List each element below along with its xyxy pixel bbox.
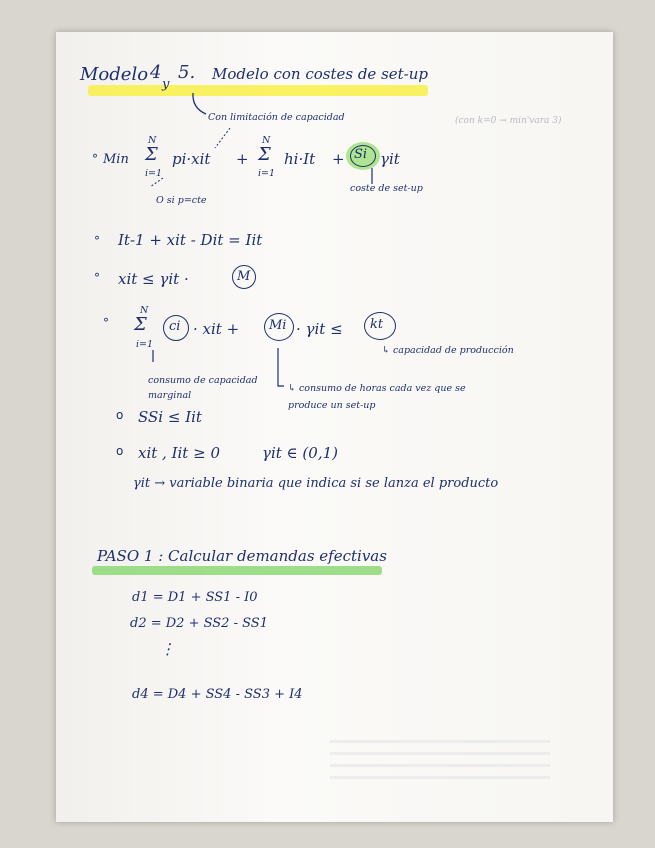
c3-kt: kt xyxy=(370,317,384,332)
objective-plus1: + xyxy=(236,150,249,168)
objective-si: Si xyxy=(354,147,368,162)
objective-term2: hi·It xyxy=(284,150,316,168)
title-name: Modelo con costes de set-up xyxy=(212,65,429,83)
c3-rest: · γit ≤ xyxy=(296,320,343,338)
objective-term1: pi·xit xyxy=(172,150,211,168)
c3-i: i=1 xyxy=(136,339,154,350)
objective-plus2: + xyxy=(332,150,345,168)
objective-term3: γit xyxy=(380,150,400,168)
paso1-highlight xyxy=(92,566,382,575)
objective-i1: i=1 xyxy=(145,168,163,179)
bullet-c5: o xyxy=(116,444,124,458)
objective-min: Min xyxy=(103,152,129,167)
note-zero-if-const: O si p=cte xyxy=(156,195,207,206)
constraint-4: SSi ≤ Iit xyxy=(138,408,202,426)
title-sub-y: y xyxy=(162,77,170,92)
paso1-heading: PASO 1 : Calcular demandas efectivas xyxy=(97,547,387,565)
constraint-5-right: γit ∈ (0,1) xyxy=(262,444,338,462)
note-capacity: Con limitación de capacidad xyxy=(208,112,345,123)
binary-variable-note: γit → variable binaria que indica si se lanza el producto xyxy=(133,476,499,491)
note-setup-cost: coste de set-up xyxy=(350,183,423,194)
title-num5: 5. xyxy=(178,62,196,83)
bullet-c1: ° xyxy=(94,234,100,248)
note-consumo-mi: ↳ consumo de horas cada vez que se produce un set-up xyxy=(288,383,466,411)
bullet-objective: ° xyxy=(92,152,98,166)
c3-sum: Σ xyxy=(134,314,147,335)
paso1-d2: d2 = D2 + SS2 - SS1 xyxy=(130,616,268,631)
objective-i2: i=1 xyxy=(258,168,276,179)
constraint-1: It-1 + xit - Dit = Iit xyxy=(118,231,263,249)
objective-sum1: Σ xyxy=(145,144,158,165)
c3-mid: · xit + xyxy=(193,320,240,338)
constraint-2-left: xit ≤ γit · xyxy=(118,270,189,288)
paso1-d4: d4 = D4 + SS4 - SS3 + I4 xyxy=(132,687,303,702)
bleed-through-text xyxy=(330,740,550,780)
paso1-dots: ⋮ xyxy=(160,640,175,658)
c3-ci: ci xyxy=(169,319,181,334)
c3-mi: Mi xyxy=(269,318,287,333)
bullet-c4: o xyxy=(116,408,124,422)
note-consumo-ci: consumo de capacidad marginal xyxy=(148,375,258,401)
title-model: Modelo xyxy=(80,64,149,85)
objective-n1: N xyxy=(148,135,157,146)
note-cap-prod: ↳ capacidad de producción xyxy=(382,345,514,356)
objective-sum2: Σ xyxy=(258,144,271,165)
objective-n2: N xyxy=(262,135,271,146)
note-right: (con k=0 → min'vara 3) xyxy=(455,116,562,126)
bullet-c3: ° xyxy=(103,316,109,330)
c3-n: N xyxy=(140,305,149,316)
constraint-2-m: M xyxy=(237,269,251,284)
bullet-c2: ° xyxy=(94,271,100,285)
paso1-d1: d1 = D1 + SS1 - I0 xyxy=(132,590,258,605)
title-num4: 4 xyxy=(150,62,162,83)
constraint-5-left: xit , Iit ≥ 0 xyxy=(138,444,220,462)
